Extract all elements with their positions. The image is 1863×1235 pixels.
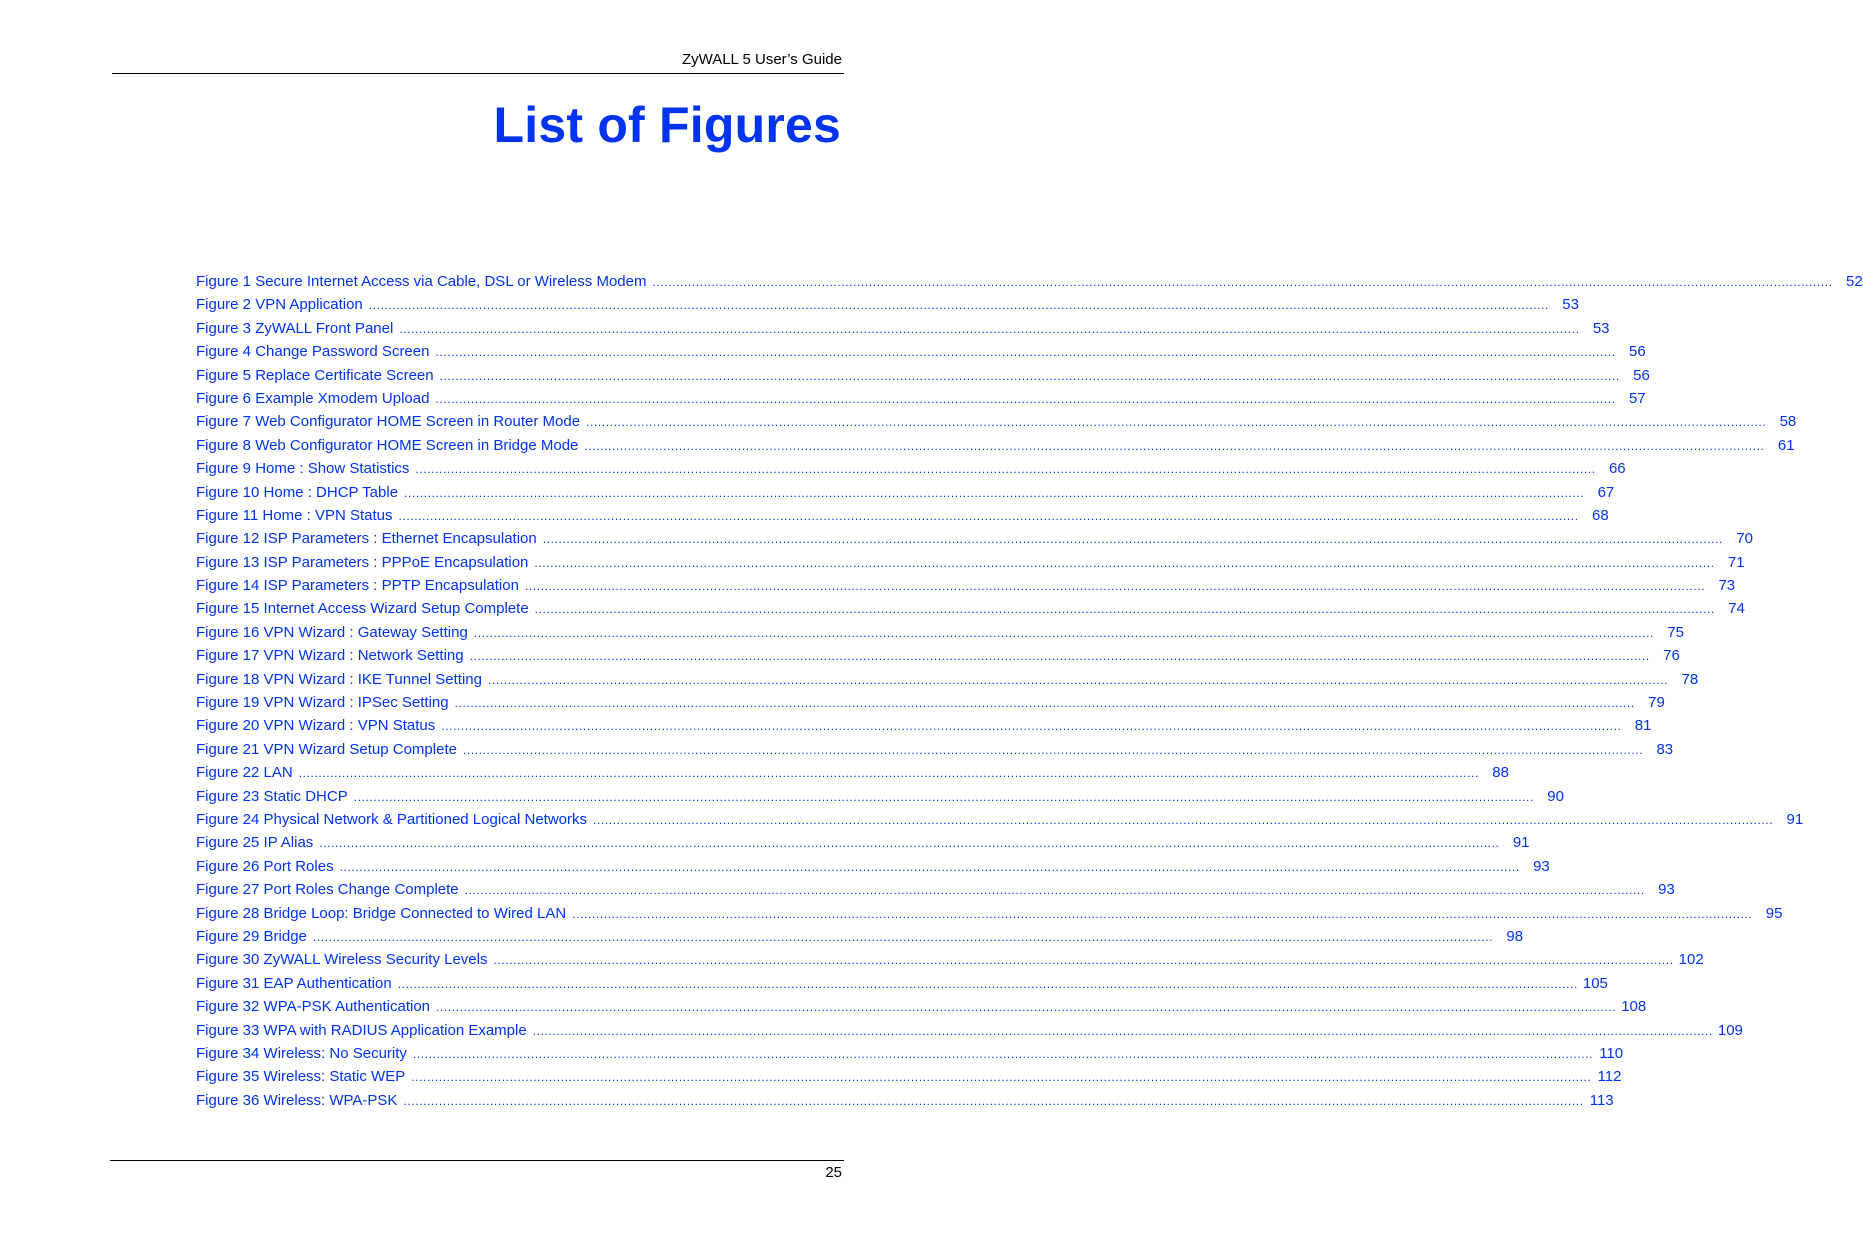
figure-page-number: 102 — [1678, 951, 1704, 969]
figure-page-number: 78 — [1681, 670, 1699, 688]
figure-page-number: 91 — [1512, 834, 1530, 852]
figure-label: Figure 19 VPN Wizard : IPSec Setting — [196, 694, 449, 712]
dot-leader: ............................................................................................................................................................................................................................................................................................................ — [415, 462, 1596, 477]
figure-label: Figure 7 Web Configurator HOME Screen in Router Mode — [196, 413, 581, 431]
figure-page-number: 66 — [1608, 460, 1626, 478]
dot-leader: ............................................................................................................................................................................................................................................................................................................ — [319, 836, 1500, 851]
figure-label: Figure 20 VPN Wizard : VPN Status — [196, 717, 436, 735]
figure-link[interactable] — [196, 810, 1804, 834]
dot-leader: ............................................................................................................................................................................................................................................................................................................ — [652, 275, 1833, 289]
figure-page-number: 74 — [1728, 600, 1745, 618]
dot-leader: ............................................................................................................................................................................................................................................................................................................ — [593, 812, 1774, 827]
figure-link[interactable] — [196, 647, 1680, 670]
dot-leader: ............................................................................................................................................................................................................................................................................................................ — [312, 929, 1494, 944]
figure-page-number: 56 — [1628, 343, 1646, 361]
dot-leader: ............................................................................................................................................................................................................................................................................................................ — [368, 298, 1549, 313]
figure-page-number: 105 — [1582, 974, 1608, 992]
dot-leader: ............................................................................................................................................................................................................................................................................................................ — [542, 532, 1723, 547]
dot-leader: ............................................................................................................................................................................................................................................................................................................ — [441, 719, 1622, 734]
figure-page-number: 79 — [1648, 694, 1665, 712]
figure-page-number: 58 — [1779, 413, 1797, 431]
figure-label: Figure 15 Internet Access Wizard Setup Complete — [196, 600, 529, 618]
figure-label: Figure 3 ZyWALL Front Panel — [196, 319, 394, 337]
dot-leader: ............................................................................................................................................................................................................................................................................................................ — [435, 391, 1616, 406]
figure-page-number: 91 — [1786, 810, 1804, 828]
dot-leader: ............................................................................................................................................................................................................................................................................................................ — [353, 789, 1534, 804]
figure-link[interactable] — [196, 296, 1579, 319]
dot-leader: ............................................................................................................................................................................................................................................................................................................ — [534, 555, 1715, 570]
dot-leader: ............................................................................................................................................................................................................................................................................................................ — [435, 345, 1616, 360]
figure-page-number: 95 — [1765, 904, 1783, 922]
dot-leader: ............................................................................................................................................................................................................................................................................................................ — [397, 976, 1578, 991]
figure-label: Figure 11 Home : VPN Status — [196, 506, 393, 524]
dot-leader: ............................................................................................................................................................................................................................................................................................................ — [487, 672, 1669, 687]
figure-label: Figure 14 ISP Parameters : PPTP Encapsulation — [196, 577, 519, 595]
figure-page-number: 75 — [1667, 623, 1684, 641]
figure-link[interactable] — [196, 436, 1795, 460]
figure-label: Figure 24 Physical Network & Partitioned Logical Networks — [196, 810, 588, 828]
dot-leader: ............................................................................................................................................................................................................................................................................................................ — [586, 415, 1767, 430]
dot-leader: ............................................................................................................................................................................................................................................................................................................ — [399, 321, 1580, 336]
figure-link[interactable] — [196, 623, 1684, 647]
list-of-figures — [196, 273, 1863, 1115]
figure-link[interactable] — [196, 927, 1524, 951]
figure-label: Figure 22 LAN — [196, 764, 293, 782]
figure-page-number: 52 — [1845, 273, 1863, 290]
figure-label: Figure 26 Port Roles — [196, 857, 334, 875]
figure-label: Figure 1 Secure Internet Access via Cable, DSL or Wireless Modem — [196, 273, 647, 290]
figure-label: Figure 17 VPN Wizard : Network Setting — [196, 647, 464, 665]
figure-page-number: 83 — [1656, 740, 1674, 758]
figure-link[interactable] — [196, 857, 1550, 881]
page-number: 25 — [825, 1164, 842, 1181]
figure-link[interactable] — [196, 319, 1610, 343]
figure-link[interactable] — [196, 670, 1699, 694]
figure-label: Figure 9 Home : Show Statistics — [196, 460, 410, 478]
figure-page-number: 110 — [1599, 1044, 1624, 1062]
figure-page-number: 70 — [1736, 530, 1753, 548]
figure-page-number: 81 — [1634, 717, 1652, 735]
figure-link[interactable] — [196, 273, 1863, 296]
dot-leader: ............................................................................................................................................................................................................................................................................................................ — [404, 485, 1585, 500]
figure-label: Figure 29 Bridge — [196, 927, 307, 945]
figure-label: Figure 33 WPA with RADIUS Application Example — [196, 1021, 527, 1039]
figure-label: Figure 32 WPA-PSK Authentication — [196, 998, 431, 1016]
figure-link[interactable] — [196, 1021, 1743, 1045]
figure-label: Figure 18 VPN Wizard : IKE Tunnel Setting — [196, 670, 482, 688]
dot-leader: ............................................................................................................................................................................................................................................................................................................ — [584, 438, 1765, 453]
dot-leader: ............................................................................................................................................................................................................................................................................................................ — [493, 953, 1674, 968]
figure-label: Figure 30 ZyWALL Wireless Security Levels — [196, 951, 488, 969]
figure-label: Figure 12 ISP Parameters : Ethernet Encapsulation — [196, 530, 537, 548]
figure-link[interactable] — [196, 553, 1745, 577]
figure-page-number: 73 — [1718, 577, 1736, 595]
figure-link[interactable] — [196, 413, 1797, 436]
figure-page-number: 61 — [1777, 436, 1795, 454]
figure-page-number: 113 — [1589, 1091, 1614, 1109]
figure-link[interactable] — [196, 389, 1646, 413]
figure-label: Figure 31 EAP Authentication — [196, 974, 392, 992]
figure-page-number: 109 — [1717, 1021, 1743, 1039]
figure-link[interactable] — [196, 974, 1608, 998]
figure-link[interactable] — [196, 717, 1652, 740]
dot-leader: ............................................................................................................................................................................................................................................................................................................ — [572, 906, 1753, 921]
running-header: ZyWALL 5 User’s Guide — [681, 51, 842, 68]
figure-link[interactable] — [196, 460, 1626, 483]
figure-label: Figure 23 Static DHCP — [196, 787, 348, 805]
dot-leader: ............................................................................................................................................................................................................................................................................................................ — [454, 696, 1635, 711]
figure-link[interactable] — [196, 1091, 1614, 1115]
page-title: List of Figures — [493, 97, 841, 153]
dot-leader: ............................................................................................................................................................................................................................................................................................................ — [412, 1046, 1594, 1061]
figure-link[interactable] — [196, 530, 1753, 553]
figure-link[interactable] — [196, 904, 1783, 928]
figure-page-number: 56 — [1633, 366, 1650, 384]
figure-page-number: 67 — [1597, 483, 1615, 501]
figure-label: Figure 6 Example Xmodem Upload — [196, 389, 430, 407]
figure-page-number: 93 — [1658, 881, 1675, 899]
figure-label: Figure 16 VPN Wizard : Gateway Setting — [196, 623, 468, 641]
figure-page-number: 98 — [1506, 927, 1524, 945]
dot-leader: ............................................................................................................................................................................................................................................................................................................ — [403, 1093, 1584, 1108]
figure-link[interactable] — [196, 740, 1674, 764]
figure-link[interactable] — [196, 834, 1530, 857]
dot-leader: ............................................................................................................................................................................................................................................................................................................ — [464, 883, 1645, 898]
figure-label: Figure 28 Bridge Loop: Bridge Connected to Wired LAN — [196, 904, 567, 922]
figure-page-number: 108 — [1621, 998, 1647, 1016]
footer-divider — [110, 1160, 844, 1161]
figure-label: Figure 2 VPN Application — [196, 296, 363, 314]
figure-link[interactable] — [196, 998, 1647, 1021]
figure-page-number: 68 — [1592, 506, 1609, 524]
figure-link[interactable] — [196, 483, 1615, 507]
figure-link[interactable] — [196, 764, 1509, 787]
dot-leader: ............................................................................................................................................................................................................................................................................................................ — [339, 859, 1520, 874]
figure-label: Figure 10 Home : DHCP Table — [196, 483, 399, 501]
dot-leader: ............................................................................................................................................................................................................................................................................................................ — [469, 649, 1650, 664]
figure-link[interactable] — [196, 366, 1650, 390]
dot-leader: ............................................................................................................................................................................................................................................................................................................ — [398, 508, 1579, 523]
dot-leader: ............................................................................................................................................................................................................................................................................................................ — [411, 1070, 1592, 1085]
figure-page-number: 90 — [1547, 787, 1564, 805]
dot-leader: ............................................................................................................................................................................................................................................................................................................ — [473, 625, 1654, 640]
figure-link[interactable] — [196, 577, 1736, 600]
dot-leader: ............................................................................................................................................................................................................................................................................................................ — [462, 742, 1644, 757]
figure-link[interactable] — [196, 881, 1675, 904]
figure-page-number: 57 — [1628, 389, 1646, 407]
figure-link[interactable] — [196, 694, 1665, 717]
figure-page-number: 71 — [1727, 553, 1745, 571]
figure-link[interactable] — [196, 1044, 1624, 1068]
figure-page-number: 53 — [1592, 319, 1610, 337]
figure-label: Figure 27 Port Roles Change Complete — [196, 881, 459, 899]
figure-link[interactable] — [196, 787, 1564, 811]
figure-link[interactable] — [196, 343, 1646, 366]
figure-label: Figure 8 Web Configurator HOME Screen in Bridge Mode — [196, 436, 579, 454]
header-divider — [112, 73, 844, 74]
figure-page-number: 93 — [1533, 857, 1550, 875]
figure-label: Figure 25 IP Alias — [196, 834, 314, 852]
figure-label: Figure 21 VPN Wizard Setup Complete — [196, 740, 457, 758]
figure-link[interactable] — [196, 506, 1609, 530]
figure-label: Figure 5 Replace Certificate Screen — [196, 366, 434, 384]
figure-page-number: 112 — [1597, 1068, 1622, 1086]
figure-label: Figure 13 ISP Parameters : PPPoE Encapsulation — [196, 553, 529, 571]
dot-leader: ............................................................................................................................................................................................................................................................................................................ — [532, 1023, 1713, 1038]
figure-label: Figure 35 Wireless: Static WEP — [196, 1068, 406, 1086]
dot-leader: ............................................................................................................................................................................................................................................................................................................ — [439, 368, 1620, 383]
figure-label: Figure 34 Wireless: No Security — [196, 1044, 407, 1062]
figure-page-number: 76 — [1663, 647, 1680, 665]
figure-label: Figure 36 Wireless: WPA-PSK — [196, 1091, 398, 1109]
figure-link[interactable] — [196, 1068, 1622, 1091]
figure-link[interactable] — [196, 951, 1704, 974]
figure-link[interactable] — [196, 600, 1745, 623]
dot-leader: ............................................................................................................................................................................................................................................................................................................ — [436, 1000, 1617, 1015]
dot-leader: ............................................................................................................................................................................................................................................................................................................ — [534, 602, 1715, 617]
figure-page-number: 53 — [1562, 296, 1579, 314]
figure-label: Figure 4 Change Password Screen — [196, 343, 430, 361]
figure-page-number: 88 — [1492, 764, 1509, 782]
dot-leader: ............................................................................................................................................................................................................................................................................................................ — [524, 579, 1706, 594]
dot-leader: ............................................................................................................................................................................................................................................................................................................ — [298, 766, 1479, 781]
